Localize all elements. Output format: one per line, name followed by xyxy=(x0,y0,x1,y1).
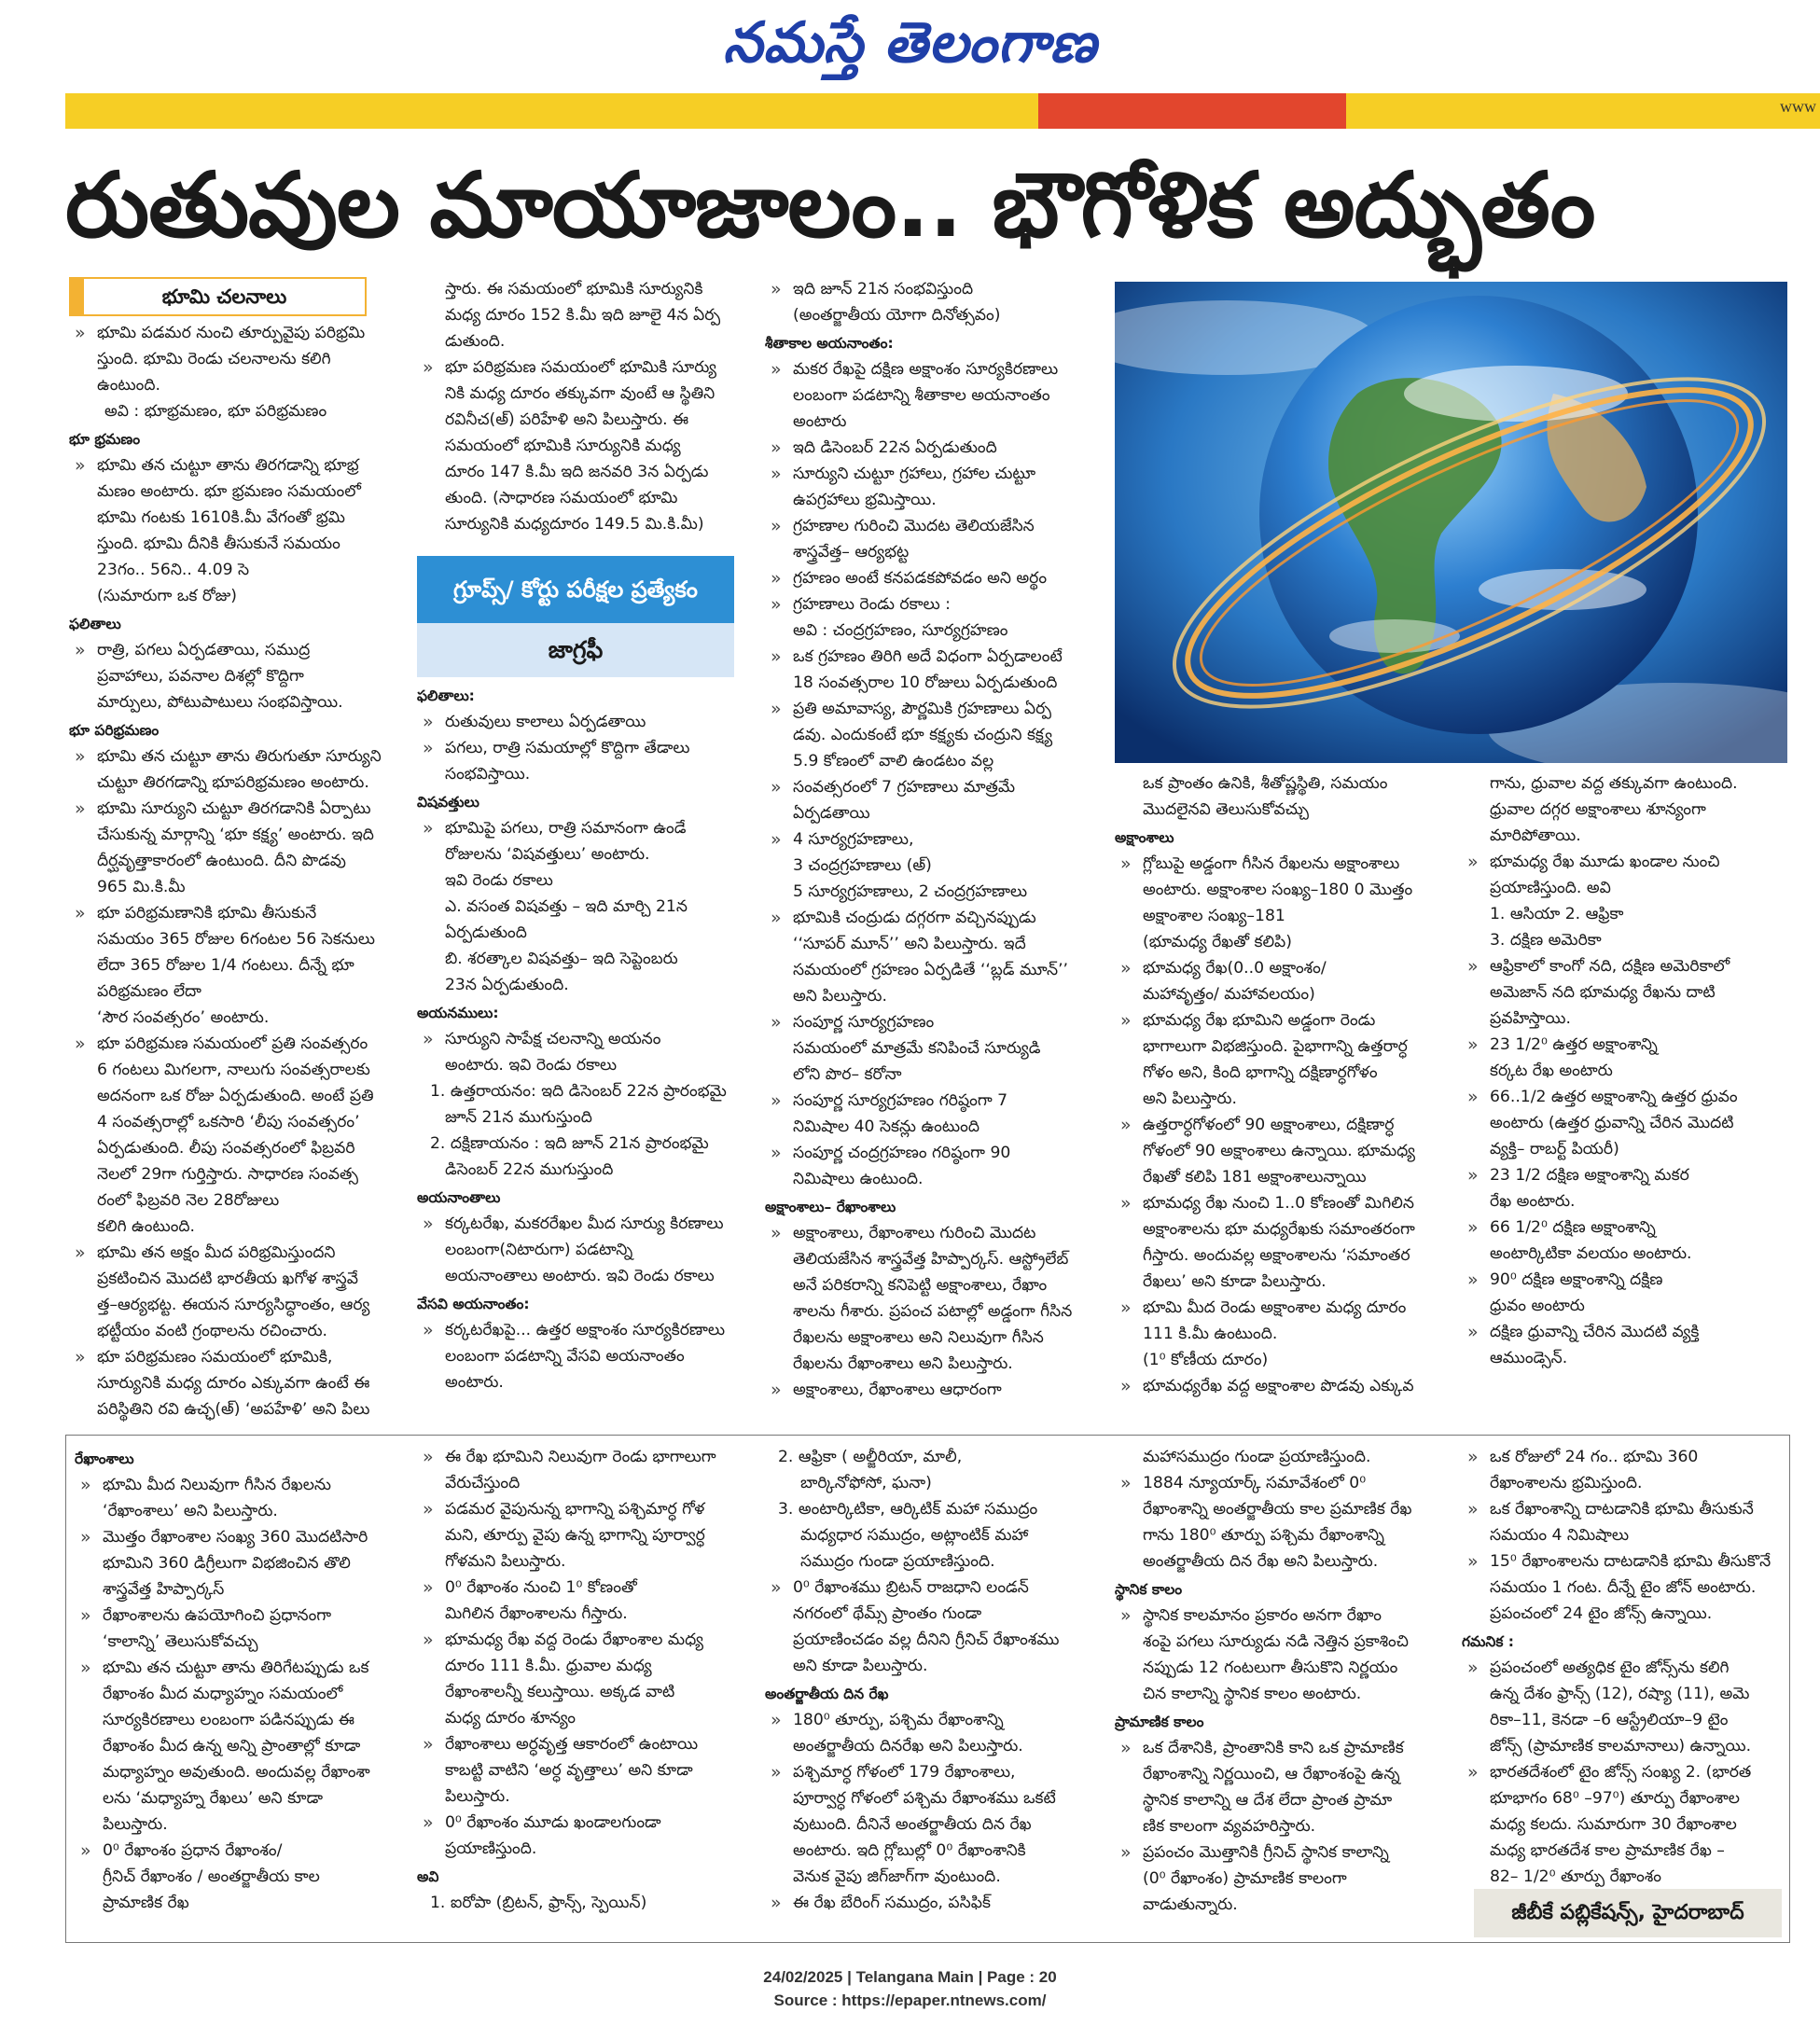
bullet-point: » భూమధ్య రేఖ(0..0 అక్షాంశం/ xyxy=(1115,955,1441,981)
bullet-point: » ఒక దేశానికి, ప్రాంతానికి కాని ఒక ప్రామాణిక xyxy=(1115,1735,1441,1761)
bullet-point: » భారతదేశంలో టైం జోన్స్‌ సంఖ్య 2. (భారత xyxy=(1462,1759,1784,1785)
bullet-point: » సూర్యుని చుట్టూ గ్రహాలు, గ్రహాల చుట్టూ xyxy=(765,461,1091,487)
text-line: సంభవిస్తాయి. xyxy=(445,765,531,784)
text-line: డుతుంది. xyxy=(445,332,506,351)
text-line: వేరుచేస్తుంది xyxy=(445,1474,521,1492)
text-line: రేఖాంశం మీద మధ్యాహ్నం సమయంలో xyxy=(103,1685,343,1703)
text-line: అదనంగా ఒక రోజు ఏర్పడుతుంది. అంటే ప్రతి xyxy=(97,1087,374,1105)
text-line: అంటారు. ఇవి రెండు రకాలు xyxy=(445,1056,618,1075)
text-line: తెలియజేసిన శాస్త్రవేత్త హిప్పార్కస్‌. ఆస్ట్రోలేబ్‌ xyxy=(793,1250,1069,1269)
column-2-top xyxy=(417,276,739,537)
bullet-point: » మొత్తం రేఖాంశాల సంఖ్య 360 మొదటిసారి xyxy=(75,1524,396,1550)
subheading: అక్షాంశాలు– రేఖాంశాలు xyxy=(765,1199,896,1215)
bullet-point: » భూమి మీద రెండు అక్షాంశాల మధ్య దూరం xyxy=(1115,1295,1441,1321)
text-line: బి. శరత్కాల విషవత్తు– ఇది సెప్టెంబరు xyxy=(445,950,678,968)
bullet-point: » భూమిపై పగలు, రాత్రి సమానంగా ఉండే xyxy=(417,815,739,841)
text-line: ప్రయాణించడం వల్ల దీనిని గ్రీనిచ్‌ రేఖాంశము xyxy=(793,1631,1060,1649)
text-line: ప్రవహిస్తాయి. xyxy=(1490,1009,1571,1028)
bullet-point: » స్థానిక కాలమానం ప్రకారం అనగా రేఖాం xyxy=(1115,1603,1441,1629)
text-line: 2. ఆఫ్రికా ( అల్జీరియా, మాలీ, xyxy=(778,1448,963,1466)
text-line: అంతర్జాతీయ దిన రేఖ అని పిలుస్తారు. xyxy=(1143,1552,1379,1571)
text-line: లంబంగా పడటాన్ని వేసవి అయనాంతం xyxy=(445,1347,685,1366)
bullet-point: » ఆఫ్రికాలో కాంగో నది, దక్షిణ అమెరికాలో xyxy=(1462,953,1788,979)
text-line: దూరం 111 కి.మీ. ధ్రువాల మధ్య xyxy=(445,1657,652,1675)
subheading: స్థానిక కాలం xyxy=(1115,1581,1183,1598)
subheading: అయనములు: xyxy=(417,1005,499,1021)
bullet-point: » భూమధ్య రేఖ మూడు ఖండాల నుంచి xyxy=(1462,849,1788,875)
bullet-point: » సంవత్సరంలో 7 గ్రహణాలు మాత్రమే xyxy=(765,774,1091,800)
bullet-point: » 0⁰ రేఖాంశం మూడు ఖండాలగుండా xyxy=(417,1810,739,1836)
bottom-column-3 xyxy=(765,1444,1091,1916)
bullet-point: » భూ పరిభ్రమణ సమయంలో ప్రతి సంవత్సరం xyxy=(69,1031,391,1057)
bullet-point: » సంపూర్ణ సూర్యగ్రహణం గరిష్ఠంగా 7 xyxy=(765,1088,1091,1114)
text-line: అక్షాంశాల సంఖ్య–181 xyxy=(1143,907,1285,925)
subheading: భూ పరిభ్రమణం xyxy=(69,722,160,739)
text-line: ఒక ప్రాంతం ఉనికి, శీతోష్ణస్థితి, సమయం xyxy=(1143,774,1388,793)
text-line: 1. ఆసియా 2. ఆఫ్రికా xyxy=(1490,905,1624,923)
text-line: నగరంలో థేమ్స్‌ ప్రాంతం గుండా xyxy=(793,1604,982,1623)
bullet-point: » ప్రపంచంలో అత్యధిక టైం జోన్స్‌ను కలిగి xyxy=(1462,1655,1784,1681)
text-line: 23గం.. 56ని.. 4.09 సె xyxy=(97,561,250,579)
text-line: బార్కినోఫోసో, ఘనా) xyxy=(800,1474,932,1492)
bottom-column-1 xyxy=(75,1444,396,1916)
bullet-point: » అక్షాంశాలు, రేఖాంశాలు ఆధారంగా xyxy=(765,1377,1091,1403)
bullet-point: » 90⁰ దక్షిణ అక్షాంశాన్ని దక్షిణ xyxy=(1462,1267,1788,1293)
bullet-point: » ఈ రేఖ బేరింగ్‌ సముద్రం, పసిఫిక్‌ xyxy=(765,1890,1091,1916)
text-line: రవినీచ(అ్) పరిహేళి అని పిలుస్తారు. ఈ xyxy=(445,410,689,429)
text-line: ప్రపంచంలో 24 టైం జోన్స్‌ ఉన్నాయి. xyxy=(1490,1604,1713,1623)
text-line: నప్పుడు 12 గంటలుగా తీసుకొని నిర్ణయం xyxy=(1143,1658,1398,1677)
earth-illustration xyxy=(1115,282,1787,763)
bullet-point: » భూమి తన చుట్టూ తాను తిరిగేటప్పుడు ఒక xyxy=(75,1655,396,1681)
text-line: భట్టీయం వంటి గ్రంథాలను రచించారు. xyxy=(97,1322,328,1340)
text-line: 1. ఉత్తరాయనం: ఇది డిసెంబర్‌ 22న ప్రారంభమై xyxy=(430,1082,727,1101)
text-line: మణం అంటారు. భూ భ్రమణం సమయంలో xyxy=(97,482,361,501)
text-line: మధ్యాహ్నం అవుతుంది. అందువల్ల రేఖాంశా xyxy=(103,1763,370,1782)
text-line: డిసెంబర్‌ 22న ముగుస్తుంది xyxy=(445,1160,614,1179)
text-line: గీస్తారు. అందువల్ల అక్షాంశాలను ‘సమాంతర xyxy=(1143,1246,1410,1265)
section-tag: భూమి చలనాలు xyxy=(69,277,367,316)
column-4 xyxy=(1115,770,1441,1399)
text-line: రేఖ అంటారు. xyxy=(1490,1192,1576,1211)
text-line: స్థానిక కాలాన్ని ఆ దేశ లేదా ప్రాంత ప్రామా xyxy=(1143,1791,1393,1810)
bullet-point: » 4 సూర్యగ్రహణాలు, xyxy=(765,826,1091,853)
text-line: రేఖాంశాలన్నీ కలుస్తాయి. అక్కడ వాటి xyxy=(445,1683,675,1701)
subheading: వేసవి అయనాంతం: xyxy=(417,1296,530,1312)
text-line: రోజులను ‘విషవత్తులు’ అంటారు. xyxy=(445,845,650,864)
text-line: సూర్యకిరణాలు లంబంగా పడినప్పుడు ఈ xyxy=(103,1711,354,1729)
text-line: పూర్వార్ధ గోళంలో పశ్చిమ రేఖాంశము ఒకటే xyxy=(793,1789,1056,1808)
text-line: పిలుస్తారు. xyxy=(445,1787,510,1806)
text-line: మధ్యధార సముద్రం, అట్లాంటిక్‌ మహా xyxy=(800,1526,1029,1545)
text-line: మహాసముద్రం గుండా ప్రయాణిస్తుంది. xyxy=(1143,1448,1371,1466)
text-line: అక్షాంశాలను భూ మధ్యరేఖకు సమాంతరంగా xyxy=(1143,1220,1415,1239)
bottom-column-2 xyxy=(417,1444,739,1916)
bullet-point: » భూమి పడమర నుంచి తూర్పువైపు పరిభ్రమి xyxy=(69,320,391,346)
text-line: లంబంగా పడటాన్ని శీతాకాల అయనాంతం xyxy=(793,386,1050,405)
text-line: స్తుంది. భూమి దీనికి తీసుకునే సమయం xyxy=(97,534,340,553)
text-line: మధ్య కలదు. సుమారుగా 30 రేఖాంశాల xyxy=(1490,1815,1737,1834)
text-line: రికా–11, కెనడా –6 ఆస్ట్రేలియా–9 టైం xyxy=(1490,1711,1729,1729)
text-line: జూన్‌ 21న ముగుస్తుంది xyxy=(445,1108,592,1127)
bullet-point: » ఈ రేఖ భూమిని నిలువుగా రెండు భాగాలుగా xyxy=(417,1444,739,1470)
text-line: చేసుకున్న మార్గాన్ని ‘భూ కక్ష్య’ అంటారు. ఇది xyxy=(97,826,374,844)
text-line: మధ్య దూరం 152 కి.మీ ఇది జూలై 4న ఏర్ప xyxy=(445,306,721,325)
subheading: అంతర్జాతీయ దిన రేఖ xyxy=(765,1686,889,1702)
text-line: 5 సూర్యగ్రహణాలు, 2 చంద్రగ్రహణాలు xyxy=(793,882,1028,901)
bottom-column-4 xyxy=(1115,1444,1441,1918)
column-3 xyxy=(765,276,1091,1403)
header-banner xyxy=(65,93,1820,129)
text-line: శంపై పగలు సూర్యుడు నడి నెత్తిన ప్రకాశించి xyxy=(1143,1632,1409,1651)
bullet-point: » భూమధ్య రేఖ భూమిని అడ్డంగా రెండు xyxy=(1115,1007,1441,1034)
text-line: కలిగి ఉంటుంది. xyxy=(97,1217,196,1236)
text-line: మొదలైనవి తెలుసుకోవచ్చు xyxy=(1143,800,1310,819)
text-line: ఆముండ్సెన్‌. xyxy=(1490,1349,1568,1367)
column-1 xyxy=(69,320,391,1422)
text-line: 1. ఐరోపా (బ్రిటన్‌, ఫ్రాన్స్‌, స్పెయిన్‌) xyxy=(430,1894,647,1912)
text-line: వ్యక్తి– రాబర్ట్‌ పియరీ) xyxy=(1490,1140,1619,1159)
bullet-point: » దక్షిణ ధ్రువాన్ని చేరిన మొదటి వ్యక్తి xyxy=(1462,1319,1788,1345)
subheading: ఫలితాలు: xyxy=(417,687,475,704)
text-line: లేదా 365 రోజుల 1/4 గంటలు. దీన్నే భూ xyxy=(97,956,354,975)
column-5 xyxy=(1462,770,1788,1371)
text-line: రేఖలను రేఖాంశాలు అని పిలుస్తారు. xyxy=(793,1354,1013,1373)
text-line: అంటారు. ఇది గ్లోబుల్లో 0⁰ రేఖాంశానికి xyxy=(793,1841,1026,1860)
text-line: అంటార్కిటికా వలయం అంటారు. xyxy=(1490,1244,1692,1263)
text-line: 5.9 కోణంలో వాలి ఉండటం వల్ల xyxy=(793,752,994,770)
bullet-point: » ఒక గ్రహణం తిరిగి అదే విధంగా ఏర్పడాలంటే xyxy=(765,644,1091,670)
bullet-point: » 0⁰ రేఖాంశం ప్రధాన రేఖాంశం/ xyxy=(75,1838,396,1864)
bullet-point: » 23 1/2 దక్షిణ అక్షాంశాన్ని మకర xyxy=(1462,1162,1788,1188)
bottom-column-5 xyxy=(1462,1444,1784,1890)
footer-date-page: 24/02/2025 | Telangana Main | Page : 20 xyxy=(763,1968,1057,1986)
bullet-point: » భూ పరిభ్రమణానికి భూమి తీసుకునే xyxy=(69,900,391,926)
text-line: (0⁰ రేఖాంశం) ప్రామాణిక కాలంగా xyxy=(1143,1869,1347,1888)
text-line: దూరం 147 కి.మీ ఇది జనవరి 3న ఏర్పడు xyxy=(445,463,709,481)
bullet-point: » రుతువులు కాలాలు ఏర్పడతాయి xyxy=(417,709,739,735)
text-line: స్తారు. ఈ సమయంలో భూమికి సూర్యునికి xyxy=(445,280,703,298)
text-line: డవు. ఎందుకంటే భూ కక్ష్యకు చంద్రుని కక్ష్య xyxy=(793,726,1053,744)
headline: రుతువుల మాయాజాలం.. భౌగోళిక అద్భుతం xyxy=(65,153,1595,257)
text-line: 18 సంవత్సరాల 10 రోజులు ఏర్పడుతుంది xyxy=(793,673,1058,692)
text-line: కాబట్టి వాటిని ‘అర్ధ వృత్తాలు’ అని కూడా xyxy=(445,1761,693,1780)
bullet-point: » ప్రపంచం మొత్తానికి గ్రీనిచ్‌ స్థానిక కాలాన్ని xyxy=(1115,1839,1441,1866)
bullet-point: » భూ పరిభ్రమణం సమయంలో భూమికి, xyxy=(69,1344,391,1370)
text-line: ధ్రువాల దగ్గర అక్షాంశాలు శూన్యంగా xyxy=(1490,800,1706,819)
text-line: ‘కాలాన్ని’ తెలుసుకోవచ్చు xyxy=(103,1632,258,1651)
text-line: రేఖలను అక్షాంశాలు అని నిలువుగా గీసిన xyxy=(793,1328,1044,1347)
text-line: వుటుంది. దీనినే అంతర్జాతీయ దిన రేఖ xyxy=(793,1815,1032,1834)
text-line: సముద్రం గుండా ప్రయాణిస్తుంది. xyxy=(800,1552,995,1571)
text-line: మారిపోతాయి. xyxy=(1490,826,1581,845)
text-line: ఎ. వసంత విషవత్తు – ఇది మార్చి 21న xyxy=(445,897,688,916)
text-line: ‘‘సూపర్‌ మూన్‌’’ అని పిలుస్తారు. ఇదే xyxy=(793,935,1026,953)
text-line: 3. దక్షిణ అమెరికా xyxy=(1490,931,1602,950)
text-line: అంతర్జాతీయ దినరేఖ అని పిలుస్తారు. xyxy=(793,1737,1023,1755)
text-line: త్త–ఆర్యభట్ట. ఈయన సూర్యసిద్ధాంతం, ఆర్య xyxy=(97,1296,370,1314)
bullet-point: » ఉత్తరార్ధగోళంలో 90 అక్షాంశాలు, దక్షిణార్ధ xyxy=(1115,1112,1441,1138)
text-line: 4 సంవత్సరాల్లో ఒకసారి ‘లీపు సంవత్సరం’ xyxy=(97,1113,360,1131)
bullet-point: » 0⁰ రేఖాంశం నుంచి 1⁰ కోణంతో xyxy=(417,1575,739,1601)
bullet-point: » 23 1/2⁰ ఉత్తర అక్షాంశాన్ని xyxy=(1462,1032,1788,1058)
text-line: ఉన్న దేశం ఫ్రాన్స్‌ (12), రష్యా (11), అమె xyxy=(1490,1685,1750,1703)
text-line: 2. దక్షిణాయనం : ఇది జూన్‌ 21న ప్రారంభమై xyxy=(430,1134,709,1153)
text-line: ప్రయాణిస్తుంది. అవి xyxy=(1490,879,1611,897)
text-line: (సుమారుగా ఒక రోజు) xyxy=(97,587,237,605)
text-line: రేఖలు’ అని కూడా పిలుస్తారు. xyxy=(1143,1272,1327,1291)
text-line: ప్రామాణిక రేఖ xyxy=(103,1894,189,1912)
column-2-bottom xyxy=(417,681,739,1395)
text-line: ణిక కాలంగా వ్యవహరిస్తారు. xyxy=(1143,1817,1316,1836)
bullet-point: » ఇది జూన్‌ 21న సంభవిస్తుంది xyxy=(765,276,1091,302)
text-line: శాస్త్రవేత్త హిప్పార్కస్‌ xyxy=(103,1580,225,1599)
text-line: ధ్రువం అంటారు xyxy=(1490,1297,1585,1315)
text-line: గోళం అని, కింది భాగాన్ని దక్షిణార్ధగోళం xyxy=(1143,1063,1378,1082)
text-line: లను ‘మధ్యాహ్న రేఖలు’ అని కూడా xyxy=(103,1789,324,1808)
text-line: 965 మి.కి.మీ xyxy=(97,878,186,896)
subheading: విషవత్తులు xyxy=(417,794,479,811)
text-line: ‘సౌర సంవత్సరం’ అంటారు. xyxy=(97,1008,270,1027)
bullet-point: » భూమి సూర్యుని చుట్టూ తిరగడానికి ఏర్పాటు xyxy=(69,796,391,822)
groups-box-subtitle: జాగ్రఫీ xyxy=(417,623,734,677)
text-line: కర్కట రేఖ అంటారు xyxy=(1490,1062,1613,1080)
bullet-point: » కర్కటరేఖ, మకరరేఖల మీద సూర్యు కిరణాలు xyxy=(417,1211,739,1237)
text-line: మని, తూర్పు వైపు ఉన్న భాగాన్ని పూర్వార్ధ xyxy=(445,1526,705,1545)
text-line: ఏర్పడుతుంది xyxy=(445,923,527,942)
text-line: అయనాంతాలు అంటారు. ఇవి రెండు రకాలు xyxy=(445,1267,715,1285)
bullet-point: » భూమధ్య రేఖ వద్ద రెండు రేఖాంశాల మధ్య xyxy=(417,1627,739,1653)
bullet-point: » మకర రేఖపై దక్షిణ అక్షాంశం సూర్యకిరణాలు xyxy=(765,356,1091,382)
text-line: లోని పొర– కరోనా xyxy=(793,1065,902,1084)
text-line: పరిస్థితిని రవి ఉచ్ఛ(అ్) ‘అపహేళి’ అని పిలు xyxy=(97,1400,370,1419)
text-line: రేఖాంశాన్ని అంతర్జాతీయ కాల ప్రమాణిక రేఖ xyxy=(1143,1500,1412,1519)
subheading: అక్షాంశాలు xyxy=(1115,829,1174,846)
groups-box-title: గ్రూప్స్‌/ కోర్టు పరీక్షల ప్రత్యేకం xyxy=(417,556,734,623)
subheading: రేఖాంశాలు xyxy=(75,1450,134,1467)
bullet-point: » ఇది డిసెంబర్‌ 22న ఏర్పడుతుంది xyxy=(765,435,1091,461)
text-line: సమయం 365 రోజుల 6గంటల 56 సెకనులు xyxy=(97,930,375,949)
text-line: స్తుంది. భూమి రెండు చలనాలను కలిగి xyxy=(97,350,331,368)
text-line: 111 కి.మీ ఉంటుంది. xyxy=(1143,1325,1278,1343)
text-line: ఏర్పడతాయి xyxy=(793,804,870,823)
bullet-point: » రాత్రి, పగలు ఏర్పడతాయి, సముద్ర xyxy=(69,637,391,663)
text-line: దీర్ఘవృత్తాకారంలో ఉంటుంది. దీని పొడవు xyxy=(97,852,346,870)
text-line: 82– 1/2⁰ తూర్పు రేఖాంశం xyxy=(1490,1867,1662,1886)
bullet-point: » భూమి తన చుట్టూ తాను తిరగడాన్ని భూభ్ర xyxy=(69,452,391,479)
bullet-point: » భూమధ్య రేఖ నుంచి 1..0 కోణంతో మిగిలిన xyxy=(1115,1190,1441,1216)
text-line: (అంతర్జాతీయ యోగా దినోత్సవం) xyxy=(793,306,1001,325)
bullet-point: » రేఖాంశాలు అర్ధవృత్త ఆకారంలో ఉంటాయి xyxy=(417,1731,739,1757)
text-line: మధ్య దూరం శూన్యం xyxy=(445,1709,577,1728)
text-line: మార్పులు, పోటుపాటులు సంభవిస్తాయి. xyxy=(97,693,343,712)
bullet-point: » అక్షాంశాలు, రేఖాంశాలు గురించి మొదట xyxy=(765,1220,1091,1246)
bullet-point: » సంపూర్ణ చంద్రగ్రహణం గరిష్ఠంగా 90 xyxy=(765,1140,1091,1166)
text-line: ప్రకటించిన మొదటి భారతీయ ఖగోళ శాస్త్రవే xyxy=(97,1270,358,1288)
text-line: భూభాగం 68⁰ –97⁰) తూర్పు రేఖాంశాల xyxy=(1490,1789,1740,1808)
publisher-credit: జీబీకే పబ్లికేషన్స్‌, హైదరాబాద్‌ xyxy=(1474,1889,1782,1937)
text-line: ‘రేఖాంశాలు’ అని పిలుస్తారు. xyxy=(103,1502,278,1520)
bullet-point: » భూ పరిభ్రమణ సమయంలో భూమికి సూర్యు xyxy=(417,354,739,381)
bullet-point: » రేఖాంశాలను ఉపయోగించి ప్రధానంగా xyxy=(75,1603,396,1629)
text-line: సూర్యునికి మధ్యదూరం 149.5 మి.కి.మీ) xyxy=(445,515,704,534)
text-line: గోళమని పిలుస్తారు. xyxy=(445,1552,566,1571)
text-line: రేఖాంశాన్ని నిర్ణయించి, ఆ రేఖాంశంపై ఉన్న xyxy=(1143,1765,1400,1783)
text-line: అంటారు (ఉత్తర ధ్రువాన్ని చేరిన మొదటి xyxy=(1490,1114,1734,1132)
text-line: సూర్యునికి మధ్య దూరం ఎక్కువగా ఉంటే ఈ xyxy=(97,1374,370,1393)
subheading: ప్రామాణిక కాలం xyxy=(1115,1714,1204,1730)
text-line: లంబంగా(నిటారుగా) పడటాన్ని xyxy=(445,1241,633,1259)
bullet-point: » భూమికి చంద్రుడు దగ్గరగా వచ్చినప్పుడు xyxy=(765,905,1091,931)
banner-web-text: www xyxy=(1780,97,1816,116)
bullet-point: » 0⁰ రేఖాంశము బ్రిటన్‌ రాజధాని లండన్‌ xyxy=(765,1575,1091,1601)
text-line: గోళంలో 90 అక్షాంశాలు ఉన్నాయి. భూమధ్య xyxy=(1143,1142,1416,1160)
text-line: జోన్స్‌ (ప్రామాణిక కాలమానాలు) ఉన్నాయి. xyxy=(1490,1737,1752,1755)
bullet-point: » ఒక రోజులో 24 గం.. భూమి 360 xyxy=(1462,1444,1784,1470)
subheading: శీతాకాల అయనాంతం: xyxy=(765,335,894,352)
text-line: సమయంలో భూమికి సూర్యునికి మధ్య xyxy=(445,437,681,455)
text-line: తుంది. (సాధారణ సమయంలో భూమి xyxy=(445,489,678,507)
text-line: సమయం 4 నిమిషాలు xyxy=(1490,1526,1630,1545)
earth-globe-icon xyxy=(1115,282,1787,763)
text-line: రేఖాంశం మీద ఉన్న అన్ని ప్రాంతాల్లో కూడా xyxy=(103,1737,361,1755)
bullet-point: » గ్లోబుపై అడ్డంగా గీసిన రేఖలను అక్షాంశాలు xyxy=(1115,851,1441,877)
bullet-point: » 180⁰ తూర్పు, పశ్చిమ రేఖాంశాన్ని xyxy=(765,1707,1091,1733)
bullet-point: » 15⁰ రేఖాంశాలను దాటడానికి భూమి తీసుకొనే xyxy=(1462,1548,1784,1575)
text-line: వెనుక వైపు జిగ్‌జాగ్‌గా వుంటుంది. xyxy=(793,1867,1001,1886)
text-line: నిమిషాలు ఉంటుంది. xyxy=(793,1170,924,1188)
text-line: అవి : భూభ్రమణం, భూ పరిభ్రమణం xyxy=(104,402,327,421)
text-line: (భూమధ్య రేఖతో కలిపి) xyxy=(1143,933,1292,951)
text-line: అంటారు. అక్షాంశాల సంఖ్య–180 0 మొత్తం xyxy=(1143,881,1413,899)
subheading: ఫలితాలు xyxy=(69,616,121,632)
text-line: ఉంటుంది. xyxy=(97,376,160,395)
text-line: నెలలో 29గా గుర్తిస్తారు. సాధారణ సంవత్స xyxy=(97,1165,358,1184)
bullet-point: » పశ్చిమార్ధ గోళంలో 179 రేఖాంశాలు, xyxy=(765,1759,1091,1785)
bullet-point: » గ్రహణాలు రెండు రకాలు : xyxy=(765,591,1091,618)
text-line: అమెజాన్‌ నది భూమధ్య రేఖను దాటి xyxy=(1490,983,1716,1002)
subheading: అయనాంతాలు xyxy=(417,1189,501,1206)
text-line: రంలో ఫిబ్రవరి నెల 28రోజులు xyxy=(97,1191,280,1210)
text-line: చిన కాలాన్ని స్థానిక కాలం అంటారు. xyxy=(1143,1685,1362,1703)
text-line: మిగిలిన రేఖాంశాలను గీస్తారు. xyxy=(445,1604,628,1623)
subheading: అవి xyxy=(417,1868,439,1885)
text-line: (1⁰ కోణీయ దూరం) xyxy=(1143,1351,1269,1369)
bullet-point: » గ్రహణం అంటే కనపడకపోవడం అని అర్థం xyxy=(765,565,1091,591)
banner-accent xyxy=(1038,93,1346,129)
text-line: ఏర్పడుతుంది. లీపు సంవత్సరంలో ఫిబ్రవరి xyxy=(97,1139,355,1158)
text-line: అని పిలుస్తారు. xyxy=(1143,1089,1237,1108)
text-line: శాలను గీశారు. ప్రపంచ పటాల్లో అడ్డంగా గీసిన xyxy=(793,1302,1073,1321)
bullet-point: » 66 1/2⁰ దక్షిణ అక్షాంశాన్ని xyxy=(1462,1214,1788,1241)
bullet-point: » సూర్యుని సాపేక్ష చలనాన్ని అయనం xyxy=(417,1026,739,1052)
bullet-point: » 66..1/2 ఉత్తర అక్షాంశాన్ని ఉత్తర ధ్రువం xyxy=(1462,1084,1788,1110)
text-line: అని కూడా పిలుస్తారు. xyxy=(793,1657,928,1675)
text-line: 3. అంటార్కిటికా, ఆర్కిటిక్‌ మహా సముద్రం xyxy=(778,1500,1038,1519)
text-line: ఇవి రెండు రకాలు xyxy=(445,871,553,890)
subheading: గమనిక : xyxy=(1462,1633,1515,1650)
bullet-point: » గ్రహణాల గురించి మొదట తెలియజేసిన xyxy=(765,513,1091,539)
text-line: శాస్త్రవేత్త– ఆర్యభట్ట xyxy=(793,543,910,562)
text-line: గాను, ధ్రువాల వద్ద తక్కువగా ఉంటుంది. xyxy=(1490,774,1738,793)
bullet-point: » సంపూర్ణ సూర్యగ్రహణం xyxy=(765,1009,1091,1035)
text-line: రేఖాంశాలను భ్రమిస్తుంది. xyxy=(1490,1474,1643,1492)
text-line: నిమిషాల 40 సెకన్లు ఉంటుంది xyxy=(793,1117,979,1136)
text-line: మధ్య భారతదేశ కాల ప్రామాణిక రేఖ – xyxy=(1490,1841,1725,1860)
bullet-point: » పడమర వైపునున్న భాగాన్ని పశ్చిమార్ధ గోళ xyxy=(417,1496,739,1522)
text-line: వాడుతున్నారు. xyxy=(1143,1895,1238,1914)
bullet-point: » భూమధ్యరేఖ వద్ద అక్షాంశాల పొడవు ఎక్కువ xyxy=(1115,1373,1441,1399)
text-line: 23న ఏర్పడుతుంది. xyxy=(445,976,569,994)
text-line: సమయంలో గ్రహణం ఏర్పడితే ‘‘బ్లడ్‌ మూన్‌’’ xyxy=(793,961,1069,979)
bullet-point: » భూమి తన చుట్టూ తాను తిరుగుతూ సూర్యుని xyxy=(69,743,391,770)
text-line: పిలుస్తారు. xyxy=(103,1815,168,1834)
text-line: చుట్టూ తిరగడాన్ని భూపరిభ్రమణం అంటారు. xyxy=(97,773,369,792)
text-line: భూమి గంటకు 1610కి.మీ వేగంతో భ్రమి xyxy=(97,508,345,527)
bullet-point: » ప్రతి అమావాస్య, పౌర్ణమికి గ్రహణాలు ఏర్ప xyxy=(765,696,1091,722)
bullet-point: » భూమి తన అక్షం మీద పరిభ్రమిస్తుందని xyxy=(69,1240,391,1266)
text-line: భాగాలుగా విభజిస్తుంది. పైభాగాన్ని ఉత్తరార్ధ xyxy=(1143,1037,1408,1056)
text-line: అంటారు. xyxy=(445,1373,504,1392)
text-line: పరిభ్రమణం లేదా xyxy=(97,982,201,1001)
text-line: సమయం 1 గంట. దీన్నే టైం జోన్‌ అంటారు. xyxy=(1490,1578,1757,1597)
bullet-point: » భూమి మీద నిలువుగా గీసిన రేఖలను xyxy=(75,1472,396,1498)
text-line: అంటారు xyxy=(793,412,847,431)
text-line: గాను 180⁰ తూర్పు పశ్చిమ రేఖాంశాన్ని xyxy=(1143,1526,1384,1545)
text-line: ఉపగ్రహాలు భ్రమిస్తాయి. xyxy=(793,491,937,509)
bullet-point: » 1884 న్యూయార్క్‌ సమావేశంలో 0⁰ xyxy=(1115,1470,1441,1496)
text-line: అని పిలుస్తారు. xyxy=(793,987,887,1006)
text-line: 3 చంద్రగ్రహణాలు (అ్) xyxy=(793,856,932,875)
newspaper-logo: నమస్తే తెలంగాణ xyxy=(722,10,1098,76)
subheading: భూ భ్రమణం xyxy=(69,431,141,448)
bullet-point: » కర్కటరేఖపై... ఉత్తర అక్షాంశం సూర్యకిరణాలు xyxy=(417,1317,739,1343)
bullet-point: » ఒక రేఖాంశాన్ని దాటడానికి భూమి తీసుకునే xyxy=(1462,1496,1784,1522)
bullet-point: » పగలు, రాత్రి సమయాల్లో కొద్దిగా తేడాలు xyxy=(417,735,739,761)
footer-source: Source : https://epaper.ntnews.com/ xyxy=(773,1991,1047,2009)
text-line: రేఖతో కలిపి 181 అక్షాంశాలున్నాయి xyxy=(1143,1168,1367,1186)
text-line: మహావృత్తం/ మహావలయం) xyxy=(1143,985,1315,1004)
text-line: గ్రీనిచ్‌ రేఖాంశం / అంతర్జాతీయ కాల xyxy=(103,1867,320,1886)
masthead xyxy=(0,0,1820,86)
text-line: ప్రవాహాలు, పవనాల దిశల్లో కొద్దిగా xyxy=(97,667,304,686)
groups-exam-box xyxy=(417,556,734,677)
text-line: అనే పరికరాన్ని కనిపెట్టి అక్షాంశాలు, రేఖాం xyxy=(793,1276,1048,1295)
text-line: 6 గంటలు మిగలగా, నాలుగు సంవత్సరాలకు xyxy=(97,1061,370,1079)
text-line: ప్రయాణిస్తుంది. xyxy=(445,1839,537,1858)
text-line: భూమిని 360 డిగ్రీలుగా విభజించిన తొలి xyxy=(103,1554,351,1573)
text-line: అవి : చంద్రగ్రహణం, సూర్యగ్రహణం xyxy=(793,621,1008,640)
text-line: నికి మధ్య దూరం తక్కువగా వుంటే ఆ స్థితిని xyxy=(445,384,715,403)
text-line: సమయంలో మాత్రమే కనిపించే సూర్యుడి xyxy=(793,1039,1041,1058)
